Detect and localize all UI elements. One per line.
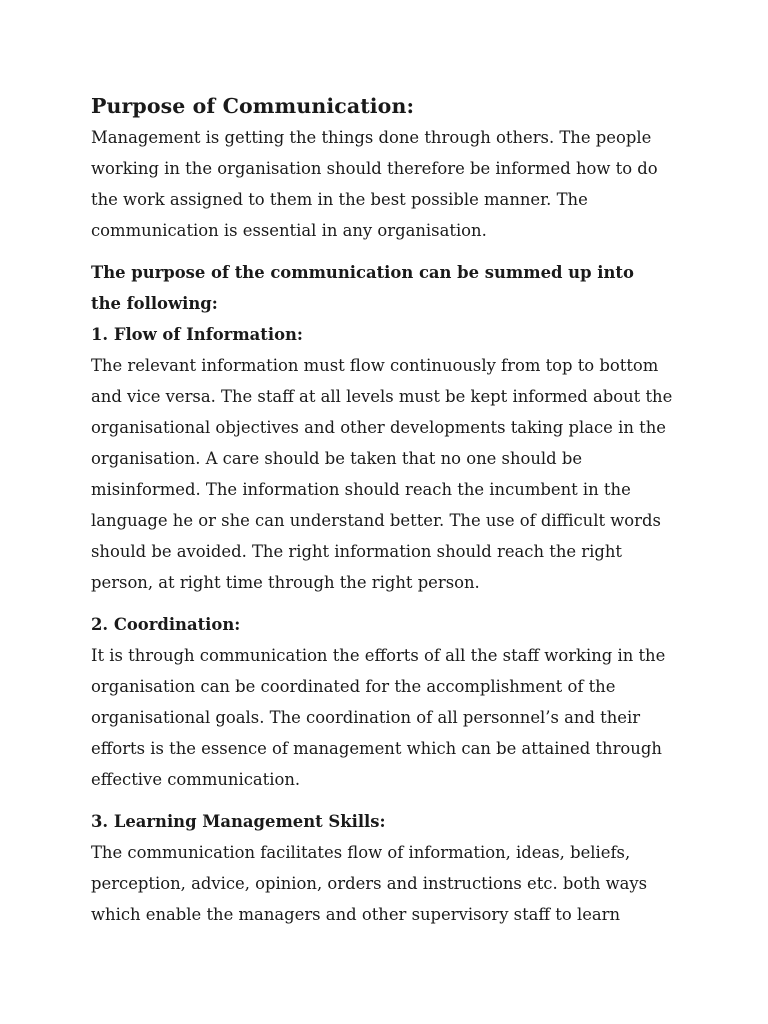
section-heading-flow-of-information: 1. Flow of Information: xyxy=(91,325,303,344)
document-page xyxy=(91,91,691,930)
body-line: perception, advice, opinion, orders and instructions etc. both ways xyxy=(91,874,648,893)
body-line: The relevant information must flow continuously from top to bottom xyxy=(91,356,659,375)
body-line: organisation can be coordinated for the accomplishment of the xyxy=(91,677,616,696)
section-body-flow-of-information xyxy=(91,350,691,598)
body-line: efforts is the essence of management which can be attained through xyxy=(91,739,662,758)
section-heading-coordination: 2. Coordination: xyxy=(91,615,241,634)
section-body-coordination xyxy=(91,640,691,795)
body-line: effective communication. xyxy=(91,770,301,789)
body-line: which enable the managers and other supervisory staff to learn xyxy=(91,905,621,924)
section-body-learning-management-skills xyxy=(91,837,691,930)
lead-heading xyxy=(91,257,691,319)
lead-line: the following: xyxy=(91,294,218,313)
intro-line: communication is essential in any organisation. xyxy=(91,221,487,240)
body-line: organisation. A care should be taken that no one should be xyxy=(91,449,583,468)
body-line: It is through communication the efforts of all the staff working in the xyxy=(91,646,666,665)
intro-paragraph xyxy=(91,122,691,246)
body-line: and vice versa. The staff at all levels must be kept informed about the xyxy=(91,387,673,406)
page-title: Purpose of Communication: xyxy=(91,94,415,118)
section-heading-learning-management-skills: 3. Learning Management Skills: xyxy=(91,812,386,831)
body-line: The communication facilitates flow of information, ideas, beliefs, xyxy=(91,843,631,862)
body-line: should be avoided. The right information should reach the right xyxy=(91,542,623,561)
intro-line: Management is getting the things done through others. The people xyxy=(91,128,652,147)
lead-line: The purpose of the communication can be summed up into xyxy=(91,263,634,282)
intro-line: the work assigned to them in the best possible manner. The xyxy=(91,190,588,209)
body-line: language he or she can understand better. The use of difficult words xyxy=(91,511,661,530)
body-line: organisational goals. The coordination of all personnel’s and their xyxy=(91,708,641,727)
body-line: person, at right time through the right person. xyxy=(91,573,480,592)
body-line: misinformed. The information should reach the incumbent in the xyxy=(91,480,631,499)
intro-line: working in the organisation should therefore be informed how to do xyxy=(91,159,658,178)
body-line: organisational objectives and other developments taking place in the xyxy=(91,418,666,437)
